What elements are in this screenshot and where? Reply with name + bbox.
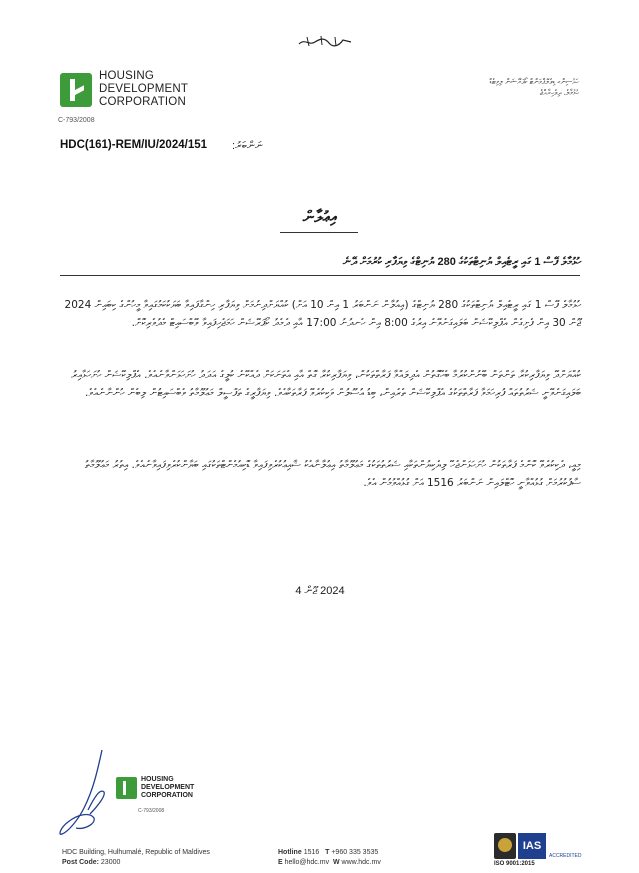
hotline-label: Hotline xyxy=(278,849,302,856)
paragraph-1: ހުޅުމާލެ ފޭސް 1 ގައި ރީޓެއިލް ޔުނިޓްތަކުގެ 280 ޔުނިޓްގެ (ޢިއުލާން ނަންބަރު 1 އިން 10 އަށް) ކުއްޔަށްދިނުމަށް ވިޔަފާރި ހިންގާފައިވާ ބަޔަކުކަމުގައިވާ މީހުންގެ ކިބައިން 2024 ޖޫން 30 އިން ފެށިގެން އެޕްލިކޭޝަން ބަލައިގަނެވޭނެ އިރުގެ 8:00 އިން ހެނދުނު 17:00 އާއި ދެމެދު ކޯޕަރޭޝަން ހަމަޖެހިފައިވާ ވޭބްސައިޓް މެދުވެރިކޮށް. xyxy=(64,299,581,329)
hdc-footer-logo-icon xyxy=(116,777,137,799)
iso-label: ISO 9001:2015 xyxy=(494,861,535,867)
address-block xyxy=(459,76,579,98)
title-underline xyxy=(280,232,358,233)
hdc-logo-text xyxy=(99,70,188,109)
reference-number: HDC(161)-REM/IU/2024/151 xyxy=(60,139,208,151)
paragraph-2: ކުއްޔަށްދޭ ވިޔަފާރިކުރާ ތަންތަން ބޭނުންކުރުމާ ބެހޭގޮތުން އެދިލައްވާ ފަރާތްތަކުން، ވިޔަފާރިކުރާ ގޮތް އާއި އެތަނަކަށް ދެއްކޭނެ ކުލީގެ އަދަދު ހުށަހަޅަންވާނެއެވެ. އެޕްލިކޭޝަން ހުށަހަޅާއިރު ބަލައިގަނެވޭނީ ޝަރުތުތައް ފުރިހަމަވާ ފަރާތްތަކުގެ އެޕްލިކޭޝަން ތެރެއިން، ބިޑު އުސޫލުން ވަކިކުރެވޭ ފަރާތަކާއެވެ. ވިޔަފާރީގެ ތަފްސީލް މަޢުލޫމާތު ވެބްސައިޓުން ލިބެން ހުންނާނެއެވެ. xyxy=(71,369,581,399)
footer-address-block xyxy=(62,848,210,868)
reference-label: ނަންބަރު: xyxy=(232,140,263,152)
registration-number: C-793/2008 xyxy=(58,117,95,124)
tel-label: T xyxy=(325,849,330,856)
hdc-footer-logo-text xyxy=(141,776,194,800)
bismillah-calligraphy xyxy=(297,34,353,50)
signature xyxy=(54,748,120,840)
hdc-footer-logo xyxy=(116,776,194,800)
hotline: 1516 xyxy=(303,849,320,856)
footer-contact-block xyxy=(278,848,381,868)
email-label: E xyxy=(278,859,283,866)
paragraph-3: މިއީ، ދެކިކުރެވޭ ކޮންމެ ފަރާތަކުން ހުށަހަޅަންޖެހޭ ލިޔެކިޔުންތަކާއި ޝަރުތުތަކުގެ މަޢުލޫމާތު އިޢުލާނާއެކު ޝާއިޢުކުރެވިފައިވާ ޑޮކިއުމެންޓްތަކުގައި ބަޔާންކުރެވިފައިވާނެއެވެ. އިތުރު މަޢުލޫމާތު ސާފުކުރުމަށް ގުޅުއްވާނީ ހޮޓްލައިން ނަންބަރު 1516 އަށް ގުޅުއްވުމުން އެވެ. xyxy=(84,459,581,489)
ias-logo: IAS xyxy=(518,833,546,859)
footer-registration: C-793/2008 xyxy=(138,808,165,814)
hdc-logo xyxy=(60,70,188,109)
footer-logo-line2: DEVELOPMENT xyxy=(141,784,195,791)
logo-line1: HOUSING xyxy=(99,70,155,82)
web-link[interactable]: www.hdc.mv xyxy=(341,859,381,866)
iso-seal-icon xyxy=(494,833,516,859)
certification-badges xyxy=(494,833,582,859)
address-line1: ހައުސިންގ ޑިވެލޮޕްމަންޓް ކޯޕަރޭޝަން ލިމިޓެޑް xyxy=(489,77,579,86)
notice-date: 2024 ޖޫން 4 xyxy=(295,585,345,597)
postcode: 23000 xyxy=(100,859,121,866)
footer-address: HDC Building, Hulhumalé, Republic of Maldives xyxy=(62,849,210,856)
logo-line2: DEVELOPMENT xyxy=(99,83,189,95)
tel: +960 335 3535 xyxy=(331,849,379,856)
footer-logo-line3: CORPORATION xyxy=(141,792,193,799)
subject-underline xyxy=(60,275,580,276)
logo-line3: CORPORATION xyxy=(99,96,186,108)
footer-logo-line1: HOUSING xyxy=(141,776,174,783)
notice-title: އިޢުލާން xyxy=(302,207,338,226)
email-link[interactable]: hello@hdc.mv xyxy=(284,859,330,866)
hdc-logo-icon xyxy=(60,73,92,107)
notice-subject: ހުޅުމާލެ ފޭސް 1 ގައި ރީޓެއިލް ޔުނިޓްތަކުގެ 280 ޔުނިޓްގެ ވިޔަފާރި ކުރުމަށް ދޭނެ xyxy=(342,256,581,268)
ias-accredited-note: ACCREDITED xyxy=(549,853,582,859)
address-line2: ހުޅުމާލެ، ދިވެހިރާއްޖެ xyxy=(539,88,579,97)
web-label: W xyxy=(332,859,340,866)
postcode-label: Post Code: xyxy=(62,859,99,866)
